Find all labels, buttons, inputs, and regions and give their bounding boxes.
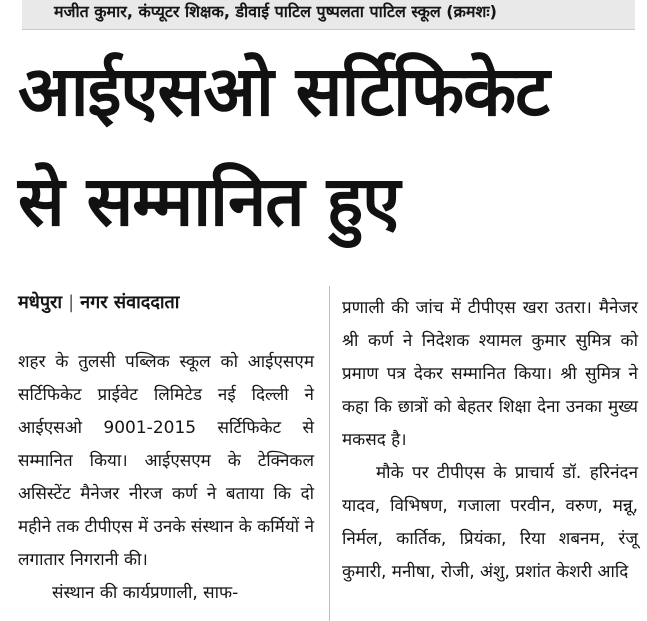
headline-line-2: से सम्मानित हुए	[18, 162, 400, 242]
right-column	[342, 292, 638, 589]
left-paragraph-2: संस्थान की कार्यप्रणाली, साफ-	[52, 583, 239, 603]
column-divider	[329, 286, 330, 621]
left-paragraph-1: शहर के तुलसी पब्लिक स्कूल को आईएसएम सर्टिफिकेट प्राईवेट लिमिटेड नई दिल्ली ने आईएसओ 9001-2015 सर्टिफिकेट से सम्मानित किया। आईएसएम के टेक्निकल असिस्टेंट मैनेजर नीरज कर्ण ने बताया कि दो महीने तक टीपीएस में उनके संस्थान के कर्मियों ने लगातार निगरानी की।	[18, 352, 314, 570]
right-paragraph-1: प्रणाली की जांच में टीपीएस खरा उतरा। मैनेजर श्री कर्ण ने निदेशक श्यामल कुमार सुमित्र को प्रमाण पत्र देकर सम्मानित किया। श्री सुमित्र ने कहा कि छात्रों को बेहतर शिक्षा देना उनका मुख्य मकसद है।	[342, 298, 638, 450]
byline-place: मधेपुरा	[18, 292, 63, 313]
byline	[18, 290, 179, 314]
right-paragraph-2: मौके पर टीपीएस के प्राचार्य डॉ. हरिनंदन यादव, विभिषण, गजाला परवीन, वरुण, मन्नू, निर्मल, कार्तिक, प्रियंका, रिया शबनम, रंजू कुमारी, मनीषा, रोजी, अंशु, प्रशांत केशरी आदि	[342, 463, 638, 582]
headline-line-1: आईएसओ सर्टिफिकेट	[18, 52, 549, 132]
byline-reporter: नगर संवाददाता	[80, 292, 180, 313]
top-banner: मजीत कुमार, कंप्यूटर शिक्षक, डीवाई पाटिल पुष्पलता पाटिल स्कूल (क्रमशः)	[22, 0, 635, 30]
left-column	[18, 346, 314, 610]
byline-separator: |	[68, 292, 75, 313]
